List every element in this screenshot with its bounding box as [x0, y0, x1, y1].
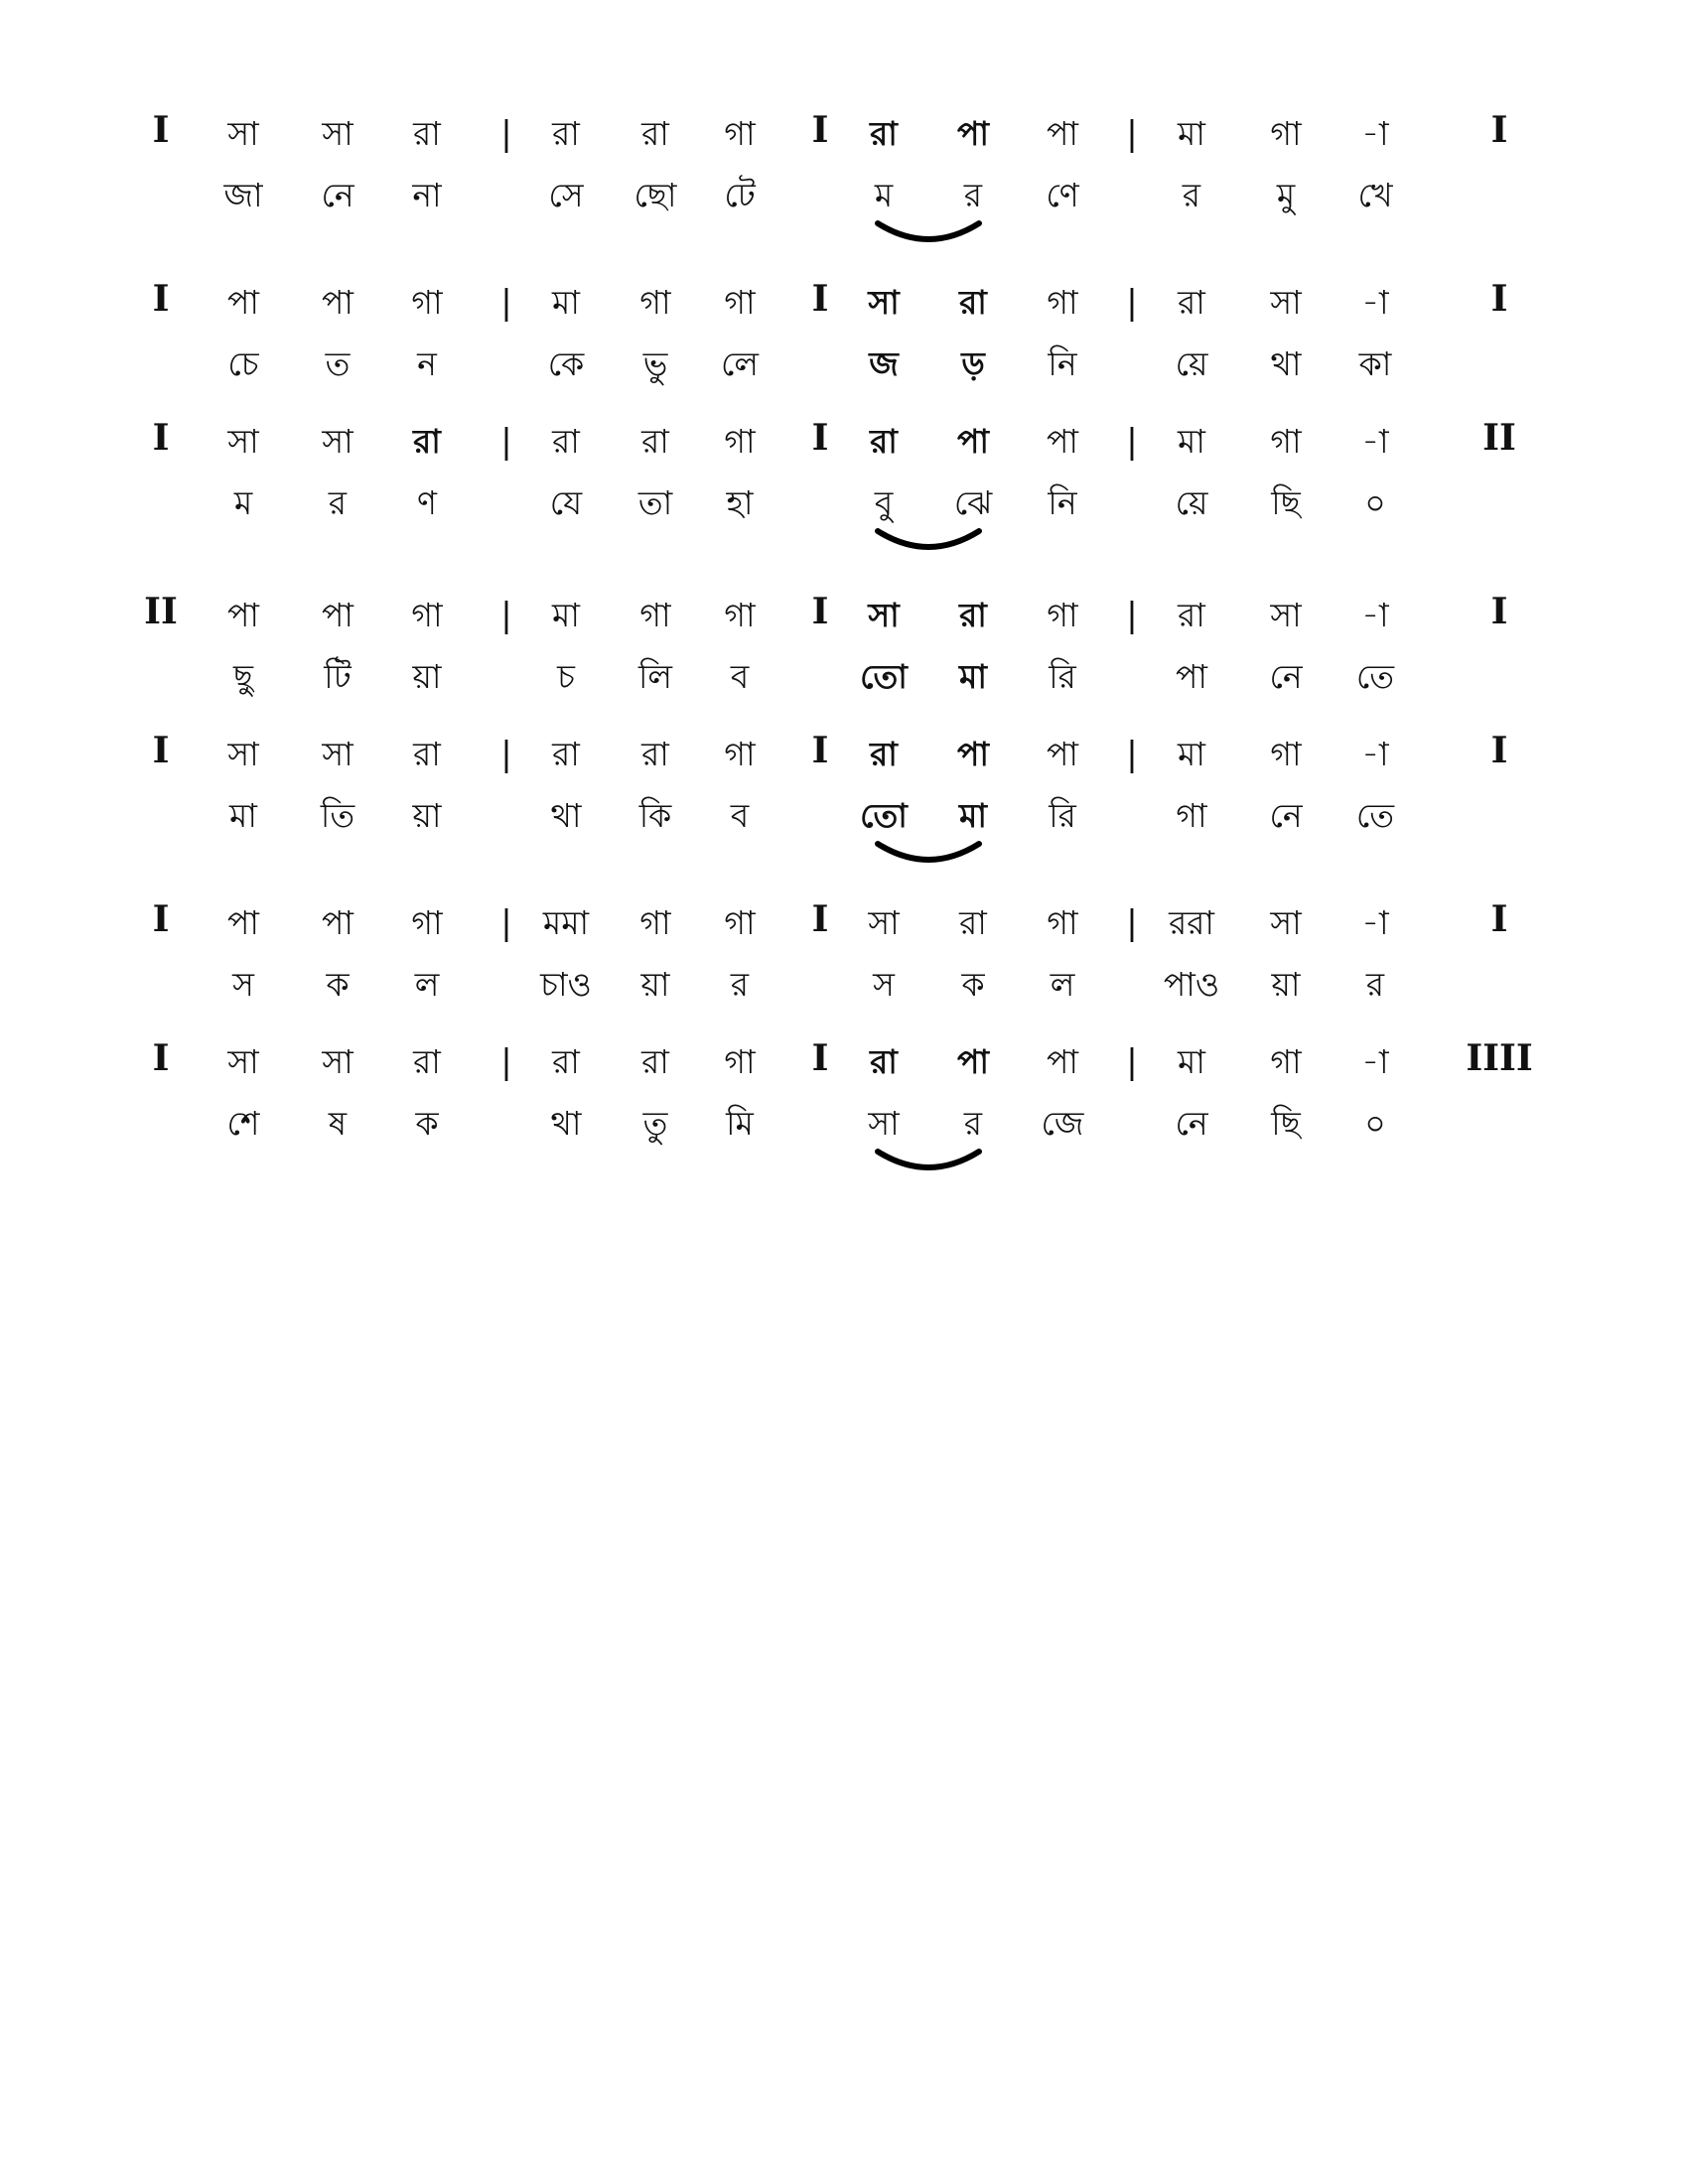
lyric-syllable: স	[232, 965, 254, 1004]
swara-note: পা	[1047, 422, 1078, 461]
lyric-syllable: য়া	[412, 657, 442, 696]
bar-line: I	[1490, 278, 1508, 320]
beat-divider: |	[1126, 283, 1138, 323]
lyric-syllable: বু	[874, 483, 894, 522]
swara-note: পা	[227, 283, 259, 322]
lyric-syllable: ক	[326, 965, 350, 1004]
swara-note: মা	[1178, 1042, 1205, 1081]
swara-note: পা	[322, 596, 353, 634]
beat-divider: |	[500, 596, 512, 635]
swara-note: সা	[322, 422, 353, 461]
swara-note: গা	[1047, 903, 1078, 942]
lyric-syllable: নে	[1269, 657, 1303, 696]
beat-divider: |	[1126, 903, 1138, 943]
swara-note: গা	[724, 596, 756, 634]
swara-note: সা	[1270, 596, 1302, 634]
slur-mark	[864, 521, 993, 561]
lyric-syllable: পাও	[1163, 965, 1220, 1004]
swara-note: গা	[1047, 596, 1078, 634]
lyric-syllable: ভু	[642, 344, 668, 383]
slur-mark	[864, 213, 993, 253]
lyric-syllable: ০	[1364, 483, 1386, 522]
swara-note: পা	[227, 596, 259, 634]
notation-system	[139, 417, 1549, 561]
lyric-syllable: ব	[730, 657, 750, 696]
lyric-syllable: য়ে	[1175, 483, 1208, 522]
lyric-syllable: ন	[417, 344, 437, 383]
bar-line: I	[1490, 898, 1508, 940]
swara-note: গা	[1270, 114, 1302, 153]
lyric-syllable: র	[1182, 176, 1201, 214]
lyric-syllable: য়া	[640, 965, 670, 1004]
lyric-syllable: নি	[1048, 344, 1077, 383]
lyric-syllable: ণে	[1046, 176, 1079, 214]
bar-line: I	[152, 109, 170, 151]
swara-note: মা	[552, 283, 580, 322]
swara-note: পা	[1047, 1042, 1078, 1081]
swara-note: -া	[1361, 114, 1389, 153]
swara-note: গা	[724, 283, 756, 322]
swara-note: গা	[639, 596, 671, 634]
bar-line: I	[811, 278, 829, 320]
swara-note: সা	[1270, 283, 1302, 322]
beat-divider: |	[500, 283, 512, 323]
swara-note: রা	[552, 422, 580, 461]
lyric-syllable: সে	[548, 176, 584, 214]
lyric-syllable: কা	[1358, 344, 1392, 383]
slur-curve	[878, 531, 979, 547]
lyric-syllable: তো	[860, 657, 908, 696]
bar-line: II	[144, 591, 178, 632]
swara-note: পা	[957, 422, 989, 461]
beat-divider: |	[500, 903, 512, 943]
swara-note: -া	[1361, 903, 1389, 942]
beat-divider: |	[500, 735, 512, 774]
lyric-syllable: ষ	[328, 1104, 348, 1143]
swara-note: রা	[870, 1042, 898, 1081]
lyric-syllable: চ	[557, 657, 575, 696]
lyric-syllable: রি	[1049, 657, 1076, 696]
swara-note: রা	[641, 1042, 669, 1081]
swara-note: পা	[1047, 735, 1078, 773]
swara-note: পা	[1047, 114, 1078, 153]
lyric-syllable: শে	[226, 1104, 260, 1143]
swara-note: সা	[322, 735, 353, 773]
swara-note: গা	[724, 735, 756, 773]
swara-note: ররা	[1169, 903, 1214, 942]
swara-note: পা	[957, 1042, 989, 1081]
lyric-syllable: থা	[550, 796, 582, 835]
swara-note: -া	[1361, 283, 1389, 322]
lyric-syllable: টে	[724, 176, 756, 214]
bar-line: I	[811, 109, 829, 151]
swara-note: সা	[868, 283, 900, 322]
swara-note: রা	[413, 1042, 441, 1081]
beat-divider: |	[1126, 422, 1138, 462]
swara-note: গা	[724, 114, 756, 153]
lyric-syllable: জা	[223, 176, 263, 214]
swara-note: গা	[411, 903, 443, 942]
swara-note: পা	[322, 903, 353, 942]
lyric-syllable: র	[963, 1104, 983, 1143]
slur-curve	[878, 223, 979, 239]
swara-note: রা	[413, 422, 441, 461]
bar-line: I	[152, 1037, 170, 1079]
swara-note: গা	[1270, 735, 1302, 773]
swara-note: গা	[639, 903, 671, 942]
lyric-syllable: মু	[1276, 176, 1296, 214]
lyric-syllable: য়া	[1271, 965, 1301, 1004]
lyric-syllable: খে	[1357, 176, 1393, 214]
swara-note: গা	[1270, 422, 1302, 461]
lyric-syllable: তু	[642, 1104, 668, 1143]
lyric-syllable: হা	[726, 483, 754, 522]
lyric-syllable: নি	[1048, 483, 1077, 522]
lyric-syllable: লি	[637, 657, 673, 696]
swara-note: রা	[959, 903, 987, 942]
swara-note: গা	[1270, 1042, 1302, 1081]
bar-line: I	[1490, 591, 1508, 632]
swara-note: রা	[552, 1042, 580, 1081]
swara-note: -া	[1361, 1042, 1389, 1081]
beat-divider: |	[500, 1042, 512, 1082]
swara-note: -া	[1361, 422, 1389, 461]
lyric-syllable: মা	[959, 796, 987, 835]
swara-note: গা	[411, 283, 443, 322]
swara-note: পা	[957, 114, 989, 153]
bar-line: I	[811, 1037, 829, 1079]
lyric-syllable: ঝে	[953, 483, 993, 522]
slur-curve	[878, 844, 979, 860]
lyric-syllable: জ	[869, 344, 899, 383]
swara-note: পা	[227, 903, 259, 942]
swara-note: -া	[1361, 735, 1389, 773]
slur-mark	[864, 1142, 993, 1181]
lyric-syllable: না	[412, 176, 442, 214]
swara-note: সা	[227, 1042, 259, 1081]
swara-note: সা	[322, 1042, 353, 1081]
lyric-syllable: য়ে	[1175, 344, 1208, 383]
slur-mark	[864, 834, 993, 874]
lyric-syllable: চে	[227, 344, 259, 383]
lyric-syllable: পা	[1176, 657, 1207, 696]
bar-line: I	[1490, 730, 1508, 771]
beat-divider: |	[1126, 596, 1138, 635]
swara-note: গা	[724, 903, 756, 942]
swara-note: পা	[322, 283, 353, 322]
notation-system	[139, 730, 1549, 874]
swara-note: মমা	[542, 903, 590, 942]
bar-line: I	[152, 417, 170, 459]
swara-note: রা	[413, 114, 441, 153]
beat-divider: |	[1126, 1042, 1138, 1082]
lyric-syllable: নে	[321, 176, 354, 214]
bar-line: I	[811, 417, 829, 459]
bar-line: I	[1490, 109, 1508, 151]
lyric-syllable: র	[1365, 965, 1385, 1004]
lyric-syllable: টি	[324, 657, 352, 696]
lyric-syllable: ছি	[1271, 1104, 1301, 1143]
lyric-syllable: কি	[638, 796, 672, 835]
swara-note: রা	[959, 596, 987, 634]
lyric-syllable: ক	[961, 965, 985, 1004]
swara-note: রা	[1178, 283, 1205, 322]
lyric-syllable: ল	[414, 965, 440, 1004]
bar-line: I	[152, 278, 170, 320]
beat-divider: |	[1126, 735, 1138, 774]
swara-note: সা	[227, 114, 259, 153]
lyric-syllable: ক	[415, 1104, 439, 1143]
swara-note: রা	[641, 422, 669, 461]
swara-note: সা	[868, 596, 900, 634]
lyric-syllable: ত	[325, 344, 351, 383]
swara-note: গা	[639, 283, 671, 322]
lyric-syllable: নে	[1269, 796, 1303, 835]
lyric-syllable: মা	[229, 796, 257, 835]
lyric-syllable: স	[873, 965, 895, 1004]
swara-note: সা	[227, 422, 259, 461]
swara-note: সা	[322, 114, 353, 153]
slur-curve	[878, 1152, 979, 1167]
lyric-syllable: য়া	[412, 796, 442, 835]
lyric-syllable: তা	[637, 483, 673, 522]
swara-note: মা	[1178, 422, 1205, 461]
bar-line: I	[811, 730, 829, 771]
swara-note: রা	[870, 114, 898, 153]
swara-note: গা	[724, 422, 756, 461]
lyric-syllable: ০	[1364, 1104, 1386, 1143]
lyric-syllable: যে	[549, 483, 583, 522]
swara-note: সা	[1270, 903, 1302, 942]
swara-note: পা	[957, 735, 989, 773]
swara-note: গা	[411, 596, 443, 634]
lyric-syllable: ড়	[961, 344, 985, 383]
lyric-syllable: র	[963, 176, 983, 214]
lyric-syllable: তে	[1355, 657, 1395, 696]
swara-note: রা	[641, 114, 669, 153]
lyric-syllable: চাও	[540, 965, 592, 1004]
bar-line: IIII	[1466, 1037, 1533, 1079]
lyric-syllable: তে	[1355, 796, 1395, 835]
beat-divider: |	[1126, 114, 1138, 154]
lyric-syllable: তি	[320, 796, 355, 835]
lyric-syllable: ছো	[633, 176, 677, 214]
bar-line: I	[152, 898, 170, 940]
swara-note: রা	[870, 735, 898, 773]
lyric-syllable: রি	[1049, 796, 1076, 835]
notation-system	[139, 278, 1549, 422]
swara-note: গা	[1047, 283, 1078, 322]
swara-note: রা	[1178, 596, 1205, 634]
lyric-syllable: মা	[959, 657, 987, 696]
lyric-syllable: থা	[550, 1104, 582, 1143]
swara-note: রা	[641, 735, 669, 773]
swara-note: সা	[227, 735, 259, 773]
swara-note: গা	[724, 1042, 756, 1081]
lyric-syllable: ব	[730, 796, 750, 835]
lyric-syllable: গা	[1176, 796, 1207, 835]
notation-system	[139, 591, 1549, 735]
lyric-syllable: ছু	[233, 657, 253, 696]
swara-note: মা	[1178, 114, 1205, 153]
bar-line: II	[1482, 417, 1516, 459]
bar-line: I	[152, 730, 170, 771]
swara-note: মা	[1178, 735, 1205, 773]
swara-note: -া	[1361, 596, 1389, 634]
lyric-syllable: জে	[1041, 1104, 1084, 1143]
swara-note: রা	[552, 735, 580, 773]
swara-note: সা	[868, 903, 900, 942]
lyric-syllable: তো	[860, 796, 908, 835]
lyric-syllable: লে	[721, 344, 759, 383]
lyric-syllable: ম	[233, 483, 253, 522]
lyric-syllable: র	[730, 965, 750, 1004]
swara-note: রা	[959, 283, 987, 322]
beat-divider: |	[500, 422, 512, 462]
lyric-syllable: ছি	[1271, 483, 1301, 522]
lyric-syllable: র	[328, 483, 348, 522]
notation-system	[139, 109, 1549, 253]
notation-system	[139, 898, 1549, 1042]
lyric-syllable: নে	[1175, 1104, 1208, 1143]
bar-line: I	[811, 591, 829, 632]
swara-note: রা	[870, 422, 898, 461]
swara-note: রা	[413, 735, 441, 773]
lyric-syllable: কে	[547, 344, 585, 383]
swara-note: রা	[552, 114, 580, 153]
beat-divider: |	[500, 114, 512, 154]
bar-line: I	[811, 898, 829, 940]
lyric-syllable: সা	[868, 1104, 900, 1143]
lyric-syllable: থা	[1270, 344, 1302, 383]
lyric-syllable: ল	[1050, 965, 1075, 1004]
notation-system	[139, 1037, 1549, 1181]
swara-note: মা	[552, 596, 580, 634]
lyric-syllable: ম	[874, 176, 894, 214]
lyric-syllable: ণ	[417, 483, 437, 522]
lyric-syllable: মি	[726, 1104, 754, 1143]
